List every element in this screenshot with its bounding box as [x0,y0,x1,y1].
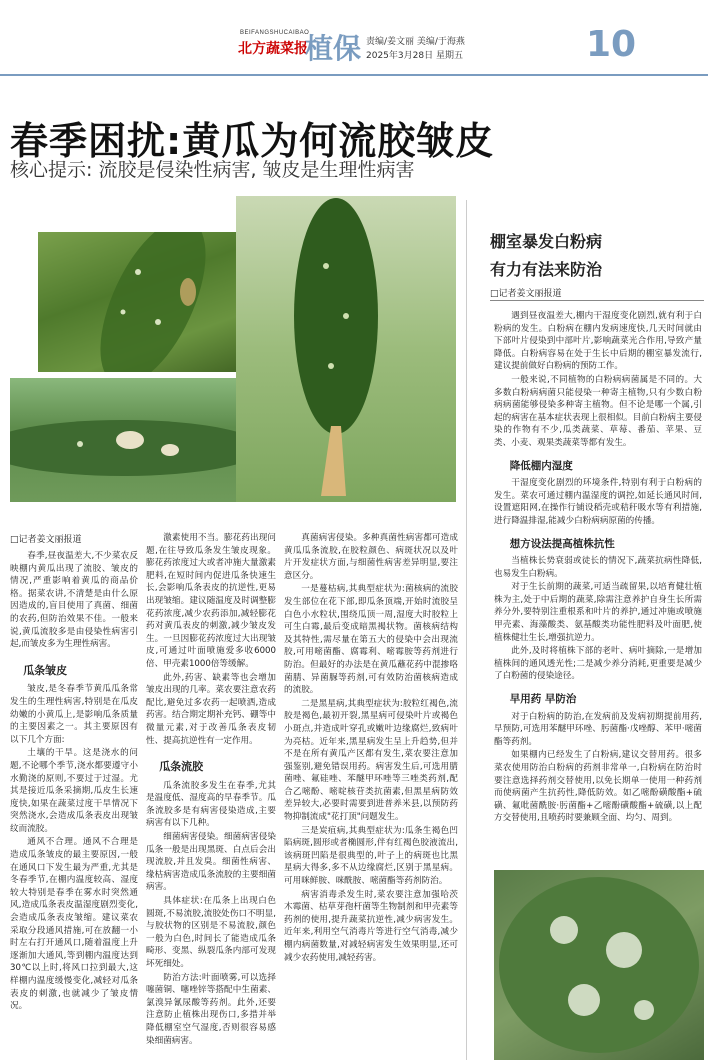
paper-name: 北方蔬菜报 [238,41,308,57]
section2-paragraph: 一是蔓枯病,其典型症状为:菌核病的流胶发生部位在花下部,即瓜条顶端,开始时流胶呈白色小水粒状,围绕瓜顶一周,湿度大时胶粒上可生白霉,最后变成暗黑褐状物。菌核病结构及其特性,需尽量在第五大的侵染中会出现流胶,可用嘧菌酯、腐霉利、嘧霉胺等药剂进行防治。但最好的办法是在黄瓜蘸花药中混掺咯菌腈、异菌脲等药剂,可有效防治菌核病造成的流胶。 [284,584,458,696]
sidebar-column [494,310,702,826]
article-column-1 [10,550,138,1014]
paper-pinyin: BEIFANGSHUCAIBAO [240,30,310,36]
masthead-divider [0,74,708,76]
page-number: 10 [586,24,637,65]
section2-paragraph: 防治方法:叶面喷雾,可以选择噻菌铜、噻唑锌等搭配中生菌素、氯溴异氰尿酸等药剂。此外,还要注意防止植株出现伤口,多措并举降低棚室空气湿度,否则很容易感染细菌病害。 [146,972,276,1046]
section2-paragraph: 瓜条流胶多发生在春季,尤其是温度低、湿度高的早春季节。瓜条流胶多是有病害侵染造成,主要病害有以下几种。 [146,780,276,829]
subheadline: 核心提示: 流胶是侵染性病害, 皱皮是生理性病害 [10,159,415,181]
sidebar-byline: □记者姜文丽报道 [490,289,562,299]
section1-paragraph: 此外,药害、缺素等也会增加皱皮出现的几率。菜农要注意农药配比,避免过多农药一起喷洒,造成药害。结合期定期补充钙、硼等中微量元素,对于改善瓜条表皮韧性、提高抗逆性有一定作用。 [146,672,276,746]
section2-paragraph: 细菌病害侵染。细菌病害侵染瓜条一般是出现黑斑、白点后会出现流胶,并且发臭。细菌性病害、缘枯病害造成瓜条流胶的主要细菌病害。 [146,832,276,893]
sidebar-paragraph: 干湿度变化剧烈的环境条件,特别有利于白粉病的发生。菜农可通过棚内温湿度的调控,如延长通风时间,设置遮阳网,在操作行铺设稻壳或秸秆吸水等有利措施,进行降温排湿,能减少白粉病病原菌的传播。 [494,478,702,526]
intro-paragraph: 春季,昼夜温差大,不少菜农反映棚内黄瓜出现了流胶、皱皮的情况,严重影响着黄瓜的商品价格。据菜农讲,不清楚是由什么原因造成的,盲目使用了真菌、细菌的农药,但防治效果不佳。一般来说,黄瓜流胶多是由侵染性病害引起,而皱皮多为生理性病害。 [10,551,138,650]
sidebar-section1-heading: 降低棚内湿度 [509,459,573,472]
sidebar-title-line: 有力有法来防治 [490,260,603,279]
sidebar-section3-heading: 早用药 早防治 [509,693,577,706]
cucumber-stem-illustration [38,232,268,372]
sidebar-divider [490,300,704,301]
main-byline: □记者姜文丽报道 [10,535,82,545]
cucumber-closeup-illustration [10,378,236,502]
section2-paragraph: 病害消毒杀发生时,菜农要注意加强哈茨木霉菌、枯草芽孢杆菌等生物制剂和甲壳素等药剂的使用,提升蔬菜抗逆性,减少病害发生。近年来,利用空气消毒片等进行空气消毒,减少棚内病菌数量,对减轻病害发生效果明显,还可减少农药使用,减轻药害。 [284,889,458,963]
article-column-3 [284,532,458,965]
column-divider [466,200,467,1060]
headline: 春季困扰:黄瓜为何流胶皱皮 [10,119,495,163]
section2-heading: 瓜条流胶 [159,760,204,774]
article-column-2 [146,532,276,1048]
masthead [0,0,708,70]
section2-paragraph: 真菌病害侵染。多种真菌性病害都可造成黄瓜瓜条流胶,在胶粒颜色、病斑状况以及叶片开发症状方面,与细菌性病害差异明显,要注意区分。 [284,533,458,581]
section1-heading: 瓜条皱皮 [23,663,68,677]
section1-paragraph: 激素使用不当。膨花药出现问题,在往导致瓜条发生皱皮现象。膨花药浓度过大或者冲施大量激素肥料,在短时间内促进瓜条快速生长,会影响瓜条表皮的抗逆性,更易出现皱缩。建议随温度及时调整膨花药浓度,减少农药添加,减轻膨花药对黄瓜表皮的刺激,减少皱皮发生。一旦因膨花药浓度过大出现皱皮,可通过叶面喷施爱多收6000倍、甲壳素1000倍等缓解。 [146,533,276,669]
sidebar-title-line: 棚室暴发白粉病 [490,232,603,251]
sidebar-paragraph: 遇到昼夜温差大,棚内干湿度变化剧烈,就有利于白粉病的发生。白粉病在棚内发病速度快,几天时间就由下部叶片侵染到中部叶片,影响蔬菜光合作用,导致产量降低。白粉病容易在处于生长中后期的棚室暴发流行,建议提前做好白粉病的预防工作。 [494,311,702,372]
sidebar-paragraph: 对于生长前期的蔬菜,可适当疏留果,以培育健壮植株为主,处于中后期的蔬菜,除需注意养护自身生长所需养分外,要特别注重根系和叶片的养护,通过冲施或喷施甲壳素、海藻酸类、氨基酸类功能性肥料及叶面肥,使植株健壮生长,增强抗逆力。 [494,582,702,643]
section1-paragraph: 通风不合理。通风不合理是造成瓜条皱皮的最主要原因,一般在通风口下发生最为严重,尤其是冬春季节,在棚内温度较高、湿度较大特别是春季在雾水时突然通风,造成瓜条表皮温湿度剧烈变化,会造成瓜条表皮皱缩。建议菜农采取分段通风措施,可在放翻一小时左右打开通风口,随着温度上升逐渐加大通风,等到棚内温度达到30℃以上时,将风口拉到最大,这样棚内温度缓慢变化,减轻对瓜条表皮的刺激,也就减少了皱皮情况。 [10,837,138,1012]
cucumber-gummosis-photo [10,378,236,502]
section1-paragraph: 土壤的干旱。这是浇水的问题,不论哪个季节,浇水都要遵守小水勤浇的原则,不要过于过湿。尤其是接近瓜条采摘期,瓜皮生长速度快,如果在蔬菜过度干旱情况下突然浇水,会造成瓜条表皮出现皱纹而流胶。 [10,748,138,834]
section1-paragraph: 皱皮,是冬春季节黄瓜瓜条常发生的生理性病害,特别是在瓜皮幼嫩的小黄瓜上,是影响瓜条质量的主要因素之一。其主要原因有以下几个方面: [10,684,138,745]
sidebar-paragraph: 此外,及时将植株下部的老叶、病叶摘除,一是增加植株间的通风透光性;二是减少养分消耗,更重要是减少了白粉菌的侵染途径。 [494,646,702,682]
hanging-cucumber-illustration [236,196,456,502]
editors-line: 责编/姜文丽 美编/于海燕 [366,37,465,47]
sidebar-paragraph: 当植株长势衰弱或徒长的情况下,蔬菜抗病性降低,也易发生白粉病。 [494,556,702,579]
sidebar-paragraph: 一般来说,不同植物的白粉病病菌属是不同的。大多数白粉病病菌只能侵染一种寄主植物,只有少数白粉病病菌能够侵染多种寄主植物。但不论是哪一个属,引起的病害在基本症状表现上很相似。目前白粉病主要侵染的作物有不少,瓜类蔬菜、草莓、番茄、苹果、豆类、小麦、观果类蔬菜等都有发生。 [494,374,702,448]
sidebar-paragraph: 对于白粉病的防治,在发病前及发病初期提前用药,早预防,可选用苯醚甲环唑、肟菌酯·戊唑醇、苯甲·嘧菌酯等药剂。 [494,711,702,747]
cucumber-wrinkle-photo [38,232,268,372]
sidebar-title [490,228,690,284]
mildew-leaf-illustration [494,870,704,1060]
powdery-mildew-photo [494,870,704,1060]
sidebar-paragraph: 如果棚内已经发生了白粉病,建议交替用药。很多菜农使用防治白粉病的药剂非常单一,白粉病在防治时要注意选择药剂交替使用,以免长期单一使用一种药剂而使病菌产生抗药性,降低防效。如乙嘧酚磺酸酯+硫磺、氟吡菌酰胺·肟菌酯+乙嘧酚磺酸酯+硫磺,以上配方交替使用,且喷药时要兼顾全面、均匀、周到。 [494,750,702,824]
issue-date: 2025年3月28日 星期五 [366,51,463,61]
cucumber-hanging-photo [236,196,456,502]
section2-paragraph: 三是炭疽病,其典型症状为:瓜条生褐色凹陷病斑,圆形或者椭圆形,伴有红褐色胶液流出,该病斑凹陷是很典型的,叶子上的病斑也比黑星病大得多,多不从边缘腐烂,区别于黑星病。可用咪鲜胺、咪酰胺、嘧菌酯等药剂防治。 [284,825,458,887]
section-name: 植保 [305,32,362,65]
sidebar-section2-heading: 想方设法提高植株抗性 [509,537,615,550]
section2-paragraph: 具体症状:在瓜条上出现白色圆斑,不易流胶,流胶处伤口不明显,与胶状物的区别是不易流胶,颜色一般为白色,时间长了能造成瓜条畸形、变黑、纵裂瓜条内部可发现坏死细处。 [146,896,276,969]
section2-paragraph: 二是黑星病,其典型症状为:胶粒红褐色,流胶是褐色,最初开裂,黑星病可侵染叶片或褐色小斑点,并造成叶穿孔或嫩叶边缘腐烂,致病叶为亮枯。近年来,黑星病发生呈上升趋势,但并不是在所有黄瓜产区都有发生,菜农要注意加强鉴别,避免错误用药。病害发生后,可选用腈菌唑、氟硅唑、苯醚甲环唑等三唑类药剂,配合乙嘧酚、嘧啶核苷类抗菌素,但黑星病防效差异较大,必要时需要到进普养米县,以预防药物抑制流成"花打顶"问题发生。 [284,698,458,823]
